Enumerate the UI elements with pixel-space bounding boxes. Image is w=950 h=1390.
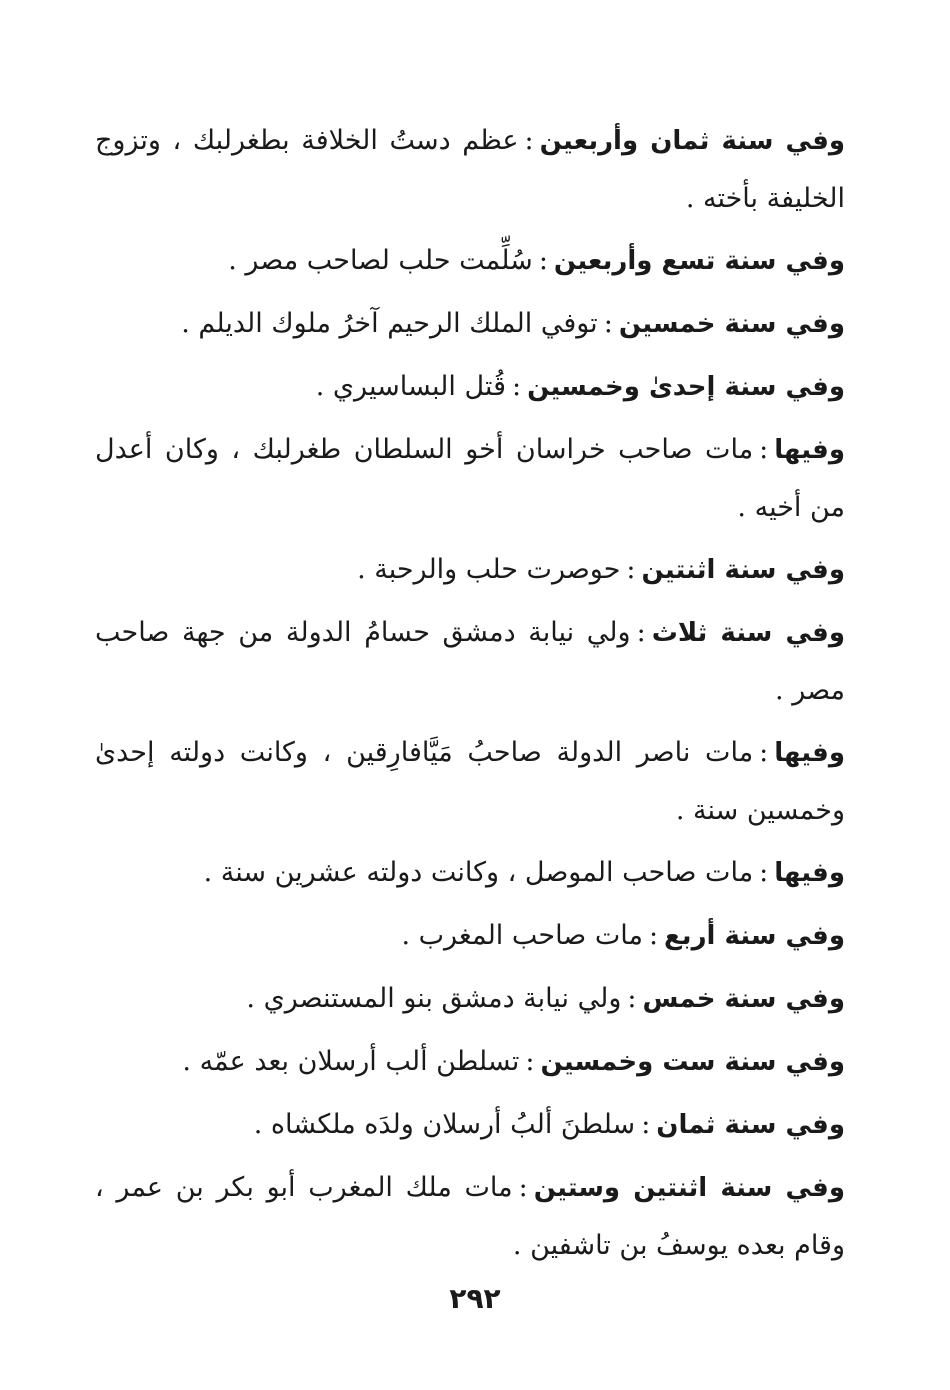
entry-separator: : [518, 1172, 528, 1203]
entry-text: عظم دستُ الخلافة بطغرلبك ، وتزوج الخليفة بأخته . [95, 125, 845, 214]
entry-heading: وفي سنة اثنتين وستين [533, 1173, 845, 1203]
entry-text: سلطنَ ألبُ أرسلان ولدَه ملكشاه . [253, 1109, 636, 1140]
entry-text: مات صاحب خراسان أخو السلطان طغرلبك ، وكان أعدل من أخيه . [95, 434, 845, 523]
entry-separator: : [627, 983, 637, 1014]
entry-heading: وفي سنة إحدىٰ وخمسين [527, 372, 845, 402]
entry-separator: : [524, 125, 534, 156]
entry-separator: : [641, 1109, 651, 1140]
entry-text: مات ناصر الدولة صاحبُ مَيَّافارِقين ، وكانت دولته إحدىٰ وخمسين سنة . [95, 737, 845, 826]
entry-text: تسلطن ألب أرسلان بعد عمّه . [182, 1046, 520, 1077]
entry-heading: وفي سنة خمس [642, 984, 845, 1014]
entry-heading: وفي سنة ست وخمسين [540, 1047, 845, 1077]
entry-separator: : [648, 920, 659, 951]
entry-separator: : [626, 554, 636, 585]
entry-year-50 [95, 295, 845, 353]
entry-year-55 [95, 970, 845, 1028]
entry-year-51-fiha [95, 421, 845, 536]
entry-heading: وفي سنة خمسين [618, 309, 845, 339]
entry-year-53-fiha-2 [95, 844, 845, 902]
entry-heading: وفي سنة ثلاث [651, 618, 845, 648]
entry-text: سُلِّمت حلب لصاحب مصر . [228, 245, 533, 276]
entry-text: قُتل البساسيري . [315, 371, 506, 402]
entry-text: ولي نيابة دمشق حسامُ الدولة من جهة صاحب مصر . [95, 617, 845, 706]
entry-heading: وفيها [774, 858, 845, 888]
entry-text: ولي نيابة دمشق بنو المستنصري . [246, 983, 622, 1014]
entry-year-62 [95, 1159, 845, 1274]
entry-year-54 [95, 907, 845, 965]
entry-separator: : [525, 1046, 535, 1077]
entry-text: مات ملك المغرب أبو بكر بن عمر ، وقام بعده يوسفُ بن تاشفين . [95, 1172, 845, 1261]
page-number: ٢٩٢ [449, 1282, 501, 1315]
entry-text: مات صاحب المغرب . [401, 920, 643, 951]
entry-separator: : [512, 371, 522, 402]
entry-separator: : [759, 857, 769, 888]
entry-heading: وفيها [774, 435, 845, 465]
entry-separator: : [759, 737, 769, 768]
entry-year-56 [95, 1033, 845, 1091]
entry-heading: وفي سنة تسع وأربعين [553, 246, 845, 276]
entry-year-53-fiha-1 [95, 724, 845, 839]
entry-text: مات صاحب الموصل ، وكانت دولته عشرين سنة . [203, 857, 754, 888]
entry-year-58 [95, 1096, 845, 1154]
entry-heading: وفيها [774, 738, 845, 768]
chronicle-text [95, 112, 845, 1279]
entry-year-51 [95, 358, 845, 416]
entry-separator: : [538, 245, 548, 276]
entry-text: حوصرت حلب والرحبة . [357, 554, 621, 585]
entry-year-53 [95, 604, 845, 719]
entry-separator: : [759, 434, 769, 465]
entry-separator: : [603, 308, 613, 339]
entry-year-49 [95, 232, 845, 290]
entry-heading: وفي سنة ثمان [656, 1110, 845, 1140]
entry-heading: وفي سنة اثنتين [641, 555, 845, 585]
entry-heading: وفي سنة ثمان وأربعين [539, 126, 846, 156]
entry-year-52 [95, 541, 845, 599]
entry-text: توفي الملك الرحيم آخرُ ملوك الديلم . [181, 308, 598, 339]
entry-separator: : [636, 617, 646, 648]
entry-heading: وفي سنة أربع [664, 921, 845, 951]
entry-year-48 [95, 112, 845, 227]
